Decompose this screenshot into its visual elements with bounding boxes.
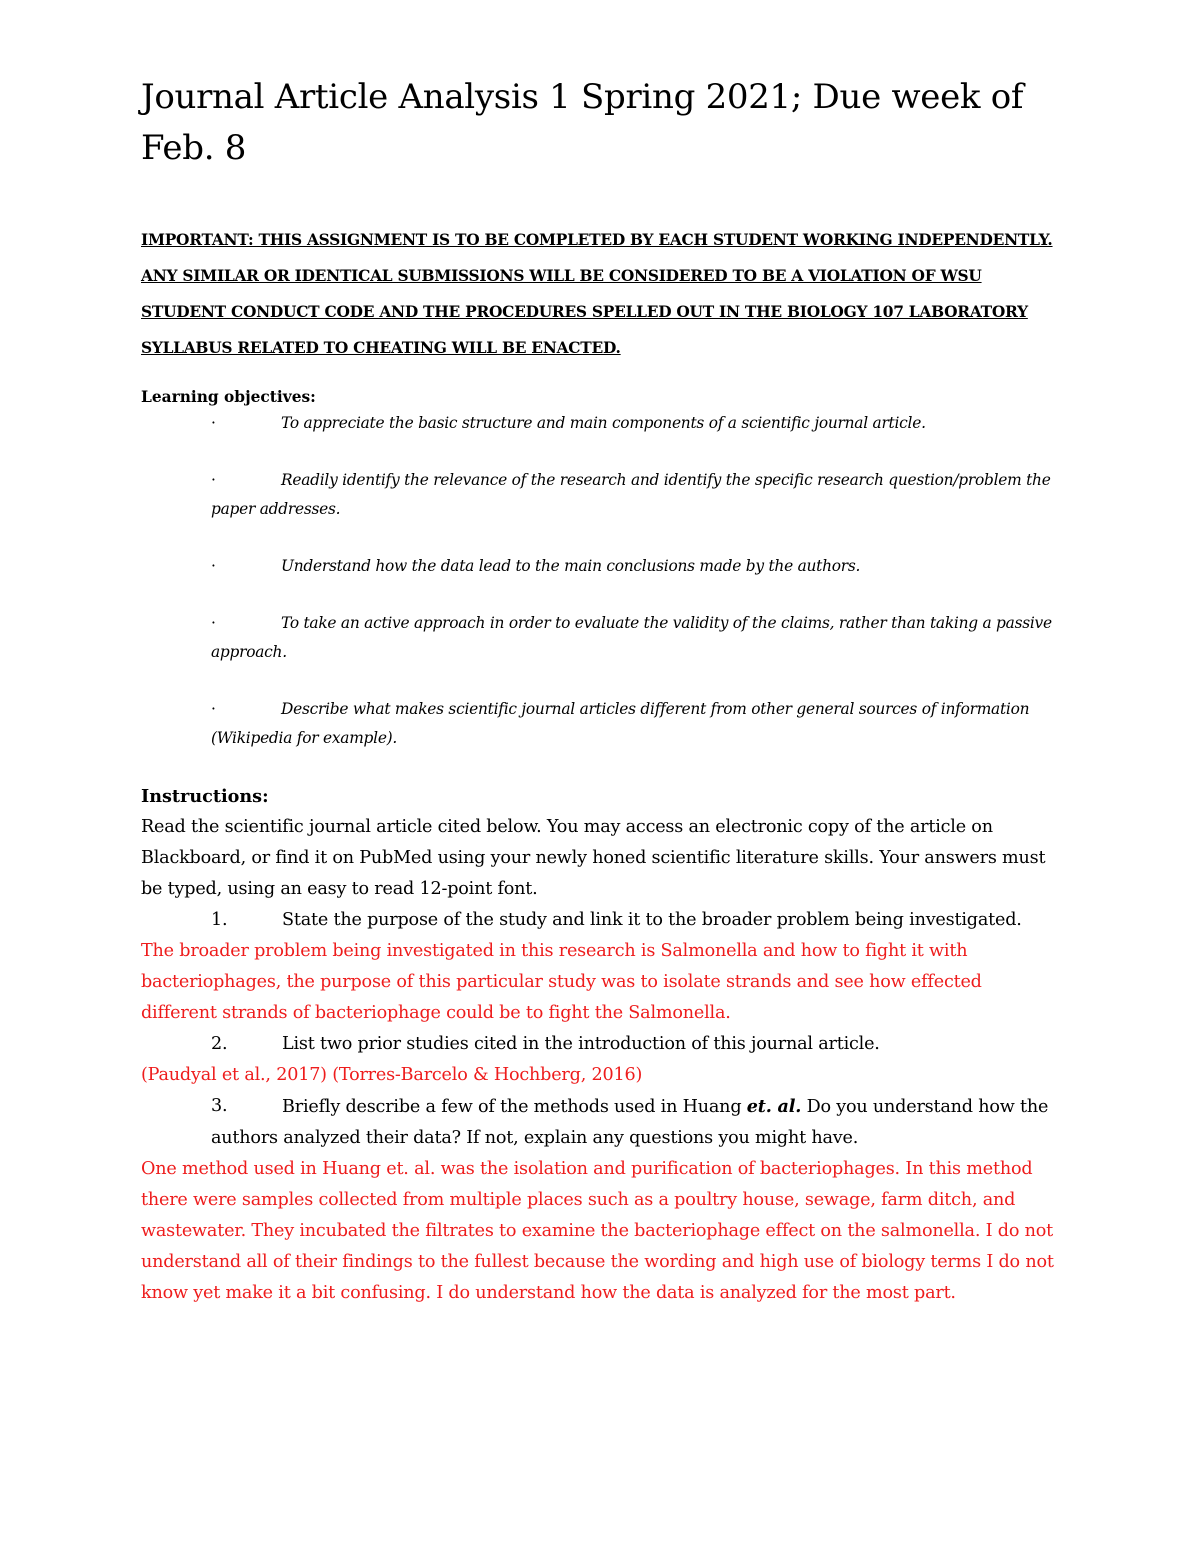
objective-item xyxy=(211,552,1060,581)
objective-text: To appreciate the basic structure and main components of a scientific journal article. xyxy=(281,414,926,432)
objective-text: Describe what makes scientific journal articles different from other general sources of information (Wikipedia for example). xyxy=(211,700,1030,747)
objective-text: To take an active approach in order to evaluate the validity of the claims, rather than taking a passive approach. xyxy=(211,614,1052,661)
objective-item xyxy=(211,609,1060,667)
question-2 xyxy=(211,1029,1060,1060)
question-3 xyxy=(211,1091,1060,1154)
question-text xyxy=(211,1091,1060,1154)
question-number: 2. xyxy=(211,1034,228,1054)
objectives-heading: Learning objectives: xyxy=(141,388,316,406)
question-number: 1. xyxy=(211,910,228,930)
objective-text: Understand how the data lead to the main conclusions made by the authors. xyxy=(281,557,861,575)
question-1 xyxy=(211,905,1060,936)
bullet-icon: · xyxy=(211,557,216,575)
question-text-emphasis: et. al. xyxy=(746,1096,802,1117)
objective-text: Readily identify the relevance of the research and identify the specific research question/problem the paper addresses. xyxy=(211,471,1051,518)
instructions-heading: Instructions: xyxy=(141,786,269,807)
objective-item xyxy=(211,466,1060,524)
question-number: 3. xyxy=(211,1096,228,1116)
answer-1: The broader problem being investigated in this research is Salmonella and how to fight it with bacteriophages, the purpose of this particular study was to isolate strands and see how effected different strands of bacteriophage could be to fight the Salmonella. xyxy=(141,941,982,1023)
bullet-icon: · xyxy=(211,414,216,432)
objective-item xyxy=(211,409,1060,438)
bullet-icon: · xyxy=(211,614,216,632)
answer-3: One method used in Huang et. al. was the isolation and purification of bacteriophages. In this method there were samples collected from multiple places such as a poultry house, sewage, farm ditch, and wastewater. They incubated the filtrates to examine the bacteriophage effect on the salmonella. I do not understand all of their findings to the fullest because the wording and high use of biology terms I do not know yet make it a bit confusing. I do understand how the data is analyzed for the most part. xyxy=(141,1159,1054,1303)
document-title: Journal Article Analysis 1 Spring 2021; Due week of Feb. 8 xyxy=(141,77,1024,168)
bullet-icon: · xyxy=(211,471,216,489)
question-text-after: Do you understand how the authors analyzed their data? If not, explain any questions you might have. xyxy=(211,1097,1049,1148)
question-text: State the purpose of the study and link it to the broader problem being investigated. xyxy=(282,910,1022,930)
objective-item xyxy=(211,695,1060,753)
instructions-text: Read the scientific journal article cited below. You may access an electronic copy of the article on Blackboard, or find it on PubMed using your newly honed scientific literature skills. Your answers must be typed, using an easy to read 12-point font. xyxy=(141,817,1046,899)
question-text: List two prior studies cited in the introduction of this journal article. xyxy=(282,1034,880,1054)
question-text-before: Briefly describe a few of the methods used in Huang xyxy=(282,1097,747,1117)
important-notice: IMPORTANT: THIS ASSIGNMENT IS TO BE COMPLETED BY EACH STUDENT WORKING INDEPENDENTLY. ANY SIMILAR OR IDENTICAL SUBMISSIONS WILL BE CONSIDERED TO BE A VIOLATION OF WSU STUDENT CONDUCT CODE AND THE PROCEDURES SPELLED OUT IN THE BIOLOGY 107 LABORATORY SYLLABUS RELATED TO CHEATING WILL BE ENACTED. xyxy=(141,231,1053,357)
answer-2: (Paudyal et al., 2017) (Torres-Barcelo & Hochberg, 2016) xyxy=(141,1065,643,1085)
bullet-icon: · xyxy=(211,700,216,718)
